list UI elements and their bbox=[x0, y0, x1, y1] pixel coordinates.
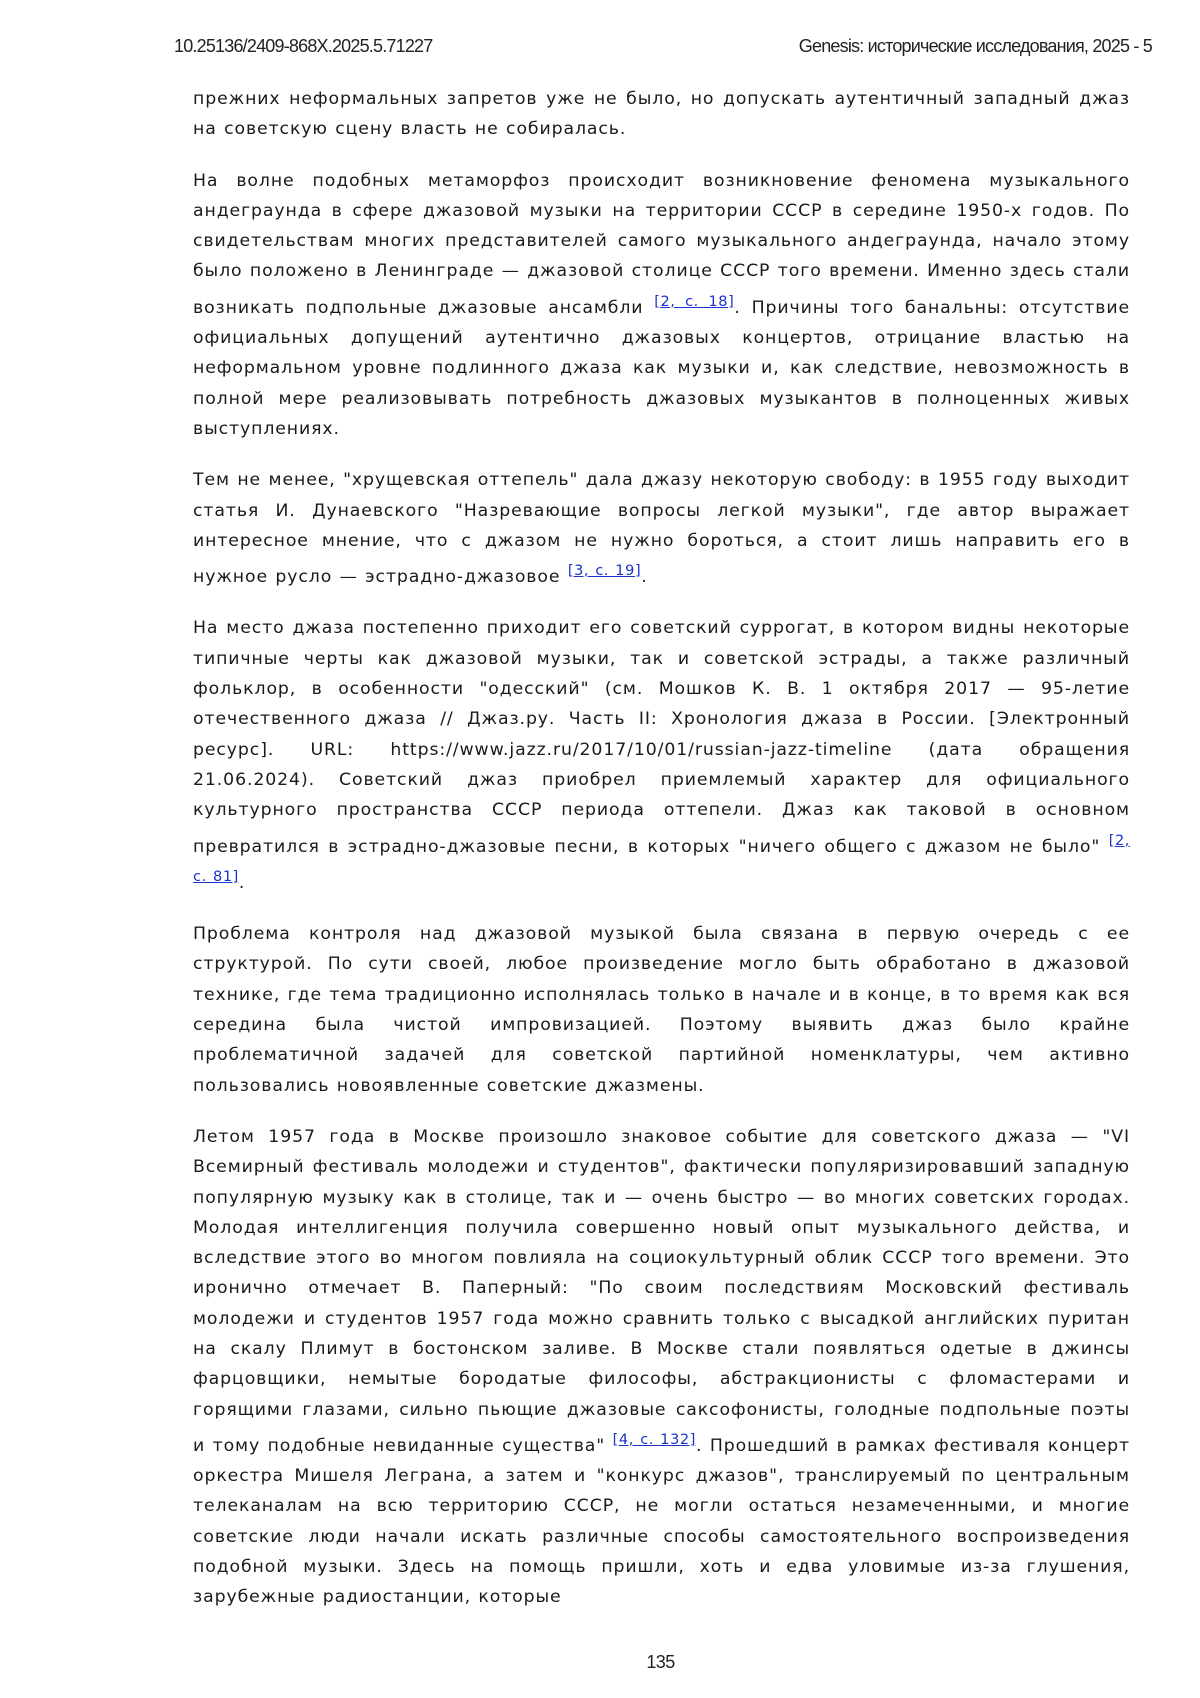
paragraph bbox=[193, 919, 1130, 1101]
paragraph bbox=[193, 613, 1130, 898]
citation-link[interactable]: [2, с. 81] bbox=[193, 832, 1130, 885]
paragraph-text: . Причины того банальны: отсутствие официальных допущений аутентично джазовых концертов, отрицание властью на неформальном уровне подлинного джаза как музыки и, как следствие, невозможность в полной мере реализовывать потребность джазовых музыкантов в полноценных живых выступлениях. bbox=[193, 297, 1130, 439]
paragraph bbox=[193, 465, 1130, 592]
paragraph bbox=[193, 1122, 1130, 1613]
paragraph bbox=[193, 84, 1130, 145]
paragraph-text: Проблема контроля над джазовой музыкой была связана в первую очередь с ее структурой. По сути своей, любое произведение могло быть обработано в джазовой технике, где тема традиционно исполнялась только в начале и в конце, в то время как вся середина была чистой импровизацией. Поэтому выявить джаз было крайне проблематичной задачей для советской партийной номенклатуры, чем активно пользовались новоявленные советские джазмены. bbox=[193, 924, 1130, 1096]
paragraph-text: Тем не менее, "хрущевская оттепель" дала джазу некоторую свободу: в 1955 году выходит статья И. Дунаевского "Назревающие вопросы легкой музыки", где автор выражает интересное мнение, что с джазом не нужно бороться, а стоит лишь направить его в нужное русло — эстрадно-джазовое bbox=[193, 470, 1130, 588]
paragraph-text: На место джаза постепенно приходит его советский суррогат, в котором видны некоторые типичные черты как джазовой музыки, так и советской эстрады, а также различный фольклор, в особенности "одесский" (см. Мошков К. В. 1 октября 2017 — 95-летие отечественного джаза // Джаз.ру. Часть II: Хронология джаза в России. [Электронный ресурс]. URL: https://www.jazz.ru/2017/10/01/russian-jazz-timeline (дата обращения 21.06.2024). Советский джаз приобрел приемлемый характер для официального культурного пространства СССР периода оттепели. Джаз как таковой в основном превратился в эстрадно-джазовые песни, в которых "ничего общего с джазом не было" bbox=[193, 618, 1130, 857]
paragraph-text: . Прошедший в рамках фестиваля концерт оркестра Мишеля Леграна, а затем и "конкурс джазов", транслируемый по центральным телеканалам на всю территорию СССР, не могли остаться незамеченными, и многие советские люди начали искать различные способы самостоятельного воспроизведения подобной музыки. Здесь на помощь пришли, хоть и едва уловимые из-за глушения, зарубежные радиостанции, которые bbox=[193, 1435, 1130, 1608]
paragraph-text: . bbox=[641, 567, 648, 588]
paragraph-text: Летом 1957 года в Москве произошло знаковое событие для советского джаза — "VI Всемирный фестиваль молодежи и студентов", фактически популяризировавший западную популярную музыку как в столице, так и — очень быстро — во многих советских городах. Молодая интеллигенция получила совершенно новый опыт музыкального действа, и вследствие этого во многом повлияла на социокультурный облик СССР того времени. Это иронично отмечает В. Паперный: "По своим последствиям Московский фестиваль молодежи и студентов 1957 года можно сравнить только с высадкой английских пуритан на скалу Плимут в бостонском заливе. В Москве стали появляться одетые в джинсы фарцовщики, немытые бородатые философы, абстракционисты с фломастерами и горящими глазами, сильно пьющие джазовые саксофонисты, голодные подпольные поэты и тому подобные невиданные существа" bbox=[193, 1126, 1130, 1456]
paragraph bbox=[193, 166, 1130, 445]
journal-title: Genesis: исторические исследования, 2025 - 5 bbox=[798, 36, 1152, 56]
paragraph-text: прежних неформальных запретов уже не было, но допускать аутентичный западный джаз на советскую сцену власть не собиралась. bbox=[193, 89, 1130, 140]
article-body bbox=[193, 84, 1130, 1634]
doi-label: 10.25136/2409-868X.2025.5.71227 bbox=[174, 36, 433, 56]
paragraph-text: . bbox=[238, 872, 246, 893]
paragraph-text: На волне подобных метаморфоз происходит возникновение феномена музыкального андеграунда в сфере джазовой музыки на территории СССР в середине 1950-х годов. По свидетельствам многих представителей самого музыкального андеграунда, начало этому было положено в Ленинграде — джазовой столице СССР того времени. Именно здесь стали возникать подпольные джазовые ансамбли bbox=[193, 170, 1130, 318]
citation-link[interactable]: [3, с. 19] bbox=[567, 563, 642, 580]
citation-link[interactable]: [4, с. 132] bbox=[612, 1431, 697, 1448]
citation-link[interactable]: [2, с. 18] bbox=[654, 293, 735, 310]
page-number: 135 bbox=[646, 1652, 675, 1672]
